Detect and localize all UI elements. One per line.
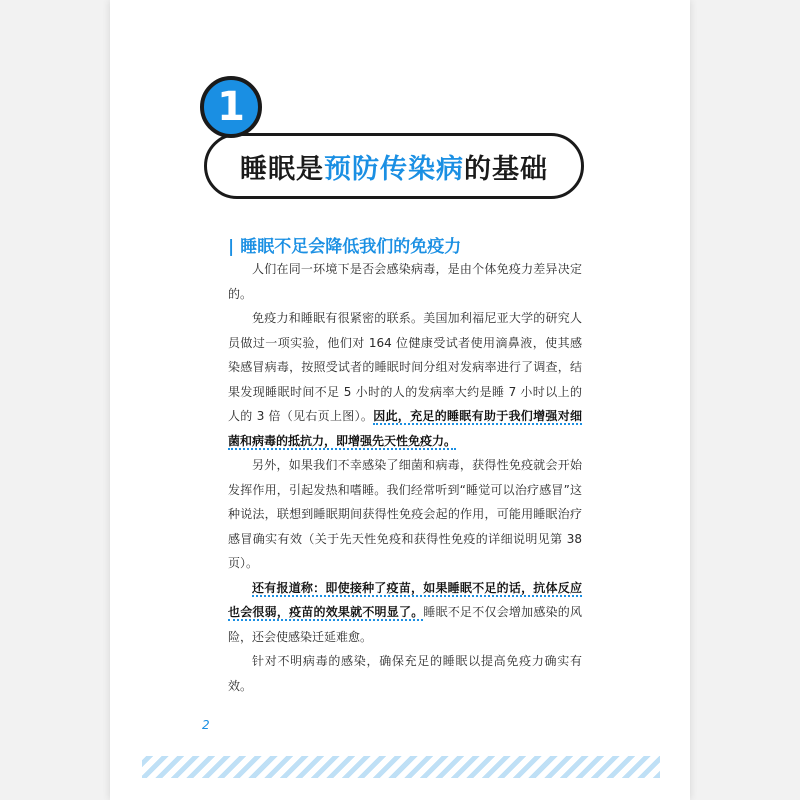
paragraph-5: 针对不明病毒的感染，确保充足的睡眠以提高免疫力确实有效。: [228, 654, 582, 693]
book-page: [110, 0, 690, 800]
paragraph-1: 人们在同一环境下是否会感染病毒，是由个体免疫力差异决定的。: [228, 262, 582, 301]
paragraph-2-emphasis: 因此，充足的睡眠有助于我们增强对细菌和病毒的抵抗力，即增强先天性免疫力。: [228, 409, 582, 448]
section-heading: [228, 232, 461, 257]
chapter-number: 1: [217, 84, 245, 130]
decorative-stripe-band: [142, 756, 660, 778]
chapter-title: [240, 147, 548, 186]
chapter-title-highlight: 预防传染病: [324, 153, 464, 185]
chapter-number-badge: [200, 76, 262, 138]
paragraph-4-emphasis: 还有报道称：即使接种了疫苗，如果睡眠不足的话，抗体反应也会很弱，疫苗的效果就不明显了。: [228, 580, 582, 619]
paragraph-4: [228, 576, 582, 650]
paragraph-3: 另外，如果我们不幸感染了细菌和病毒，获得性免疫就会开始发挥作用，引起发热和嗜睡。我们经常听到“睡觉可以治疗感冒”这种说法，联想到睡眠期间获得性免疫会起的作用，可能用睡眠治疗感冒确实有效（关于先天性免疫和获得性免疫的详细说明见第 38 页）。: [228, 458, 582, 570]
chapter-title-prefix: 睡眠是: [240, 153, 324, 185]
paragraph-2: [228, 306, 582, 453]
section-bar-icon: |: [228, 237, 235, 257]
chapter-title-suffix: 的基础: [464, 153, 548, 185]
paragraph-4-text: 睡眠不足不仅会增加感染的风险，还会使感染迁延难愈。: [228, 605, 582, 644]
chapter-title-frame: [204, 133, 584, 199]
body-text: [228, 257, 582, 698]
page-number: 2: [202, 718, 210, 732]
section-heading-text: 睡眠不足会降低我们的免疫力: [240, 237, 462, 257]
paragraph-2-text: 免疫力和睡眠有很紧密的联系。美国加利福尼亚大学的研究人员做过一项实验，他们对 164 位健康受试者使用滴鼻液，使其感染感冒病毒，按照受试者的睡眠时间分组对发病率进行了调查，结果发现睡眠时间不足 5 小时的人的发病率大约是睡 7 小时以上的人的 3 倍（见右页上图）。: [228, 311, 582, 423]
